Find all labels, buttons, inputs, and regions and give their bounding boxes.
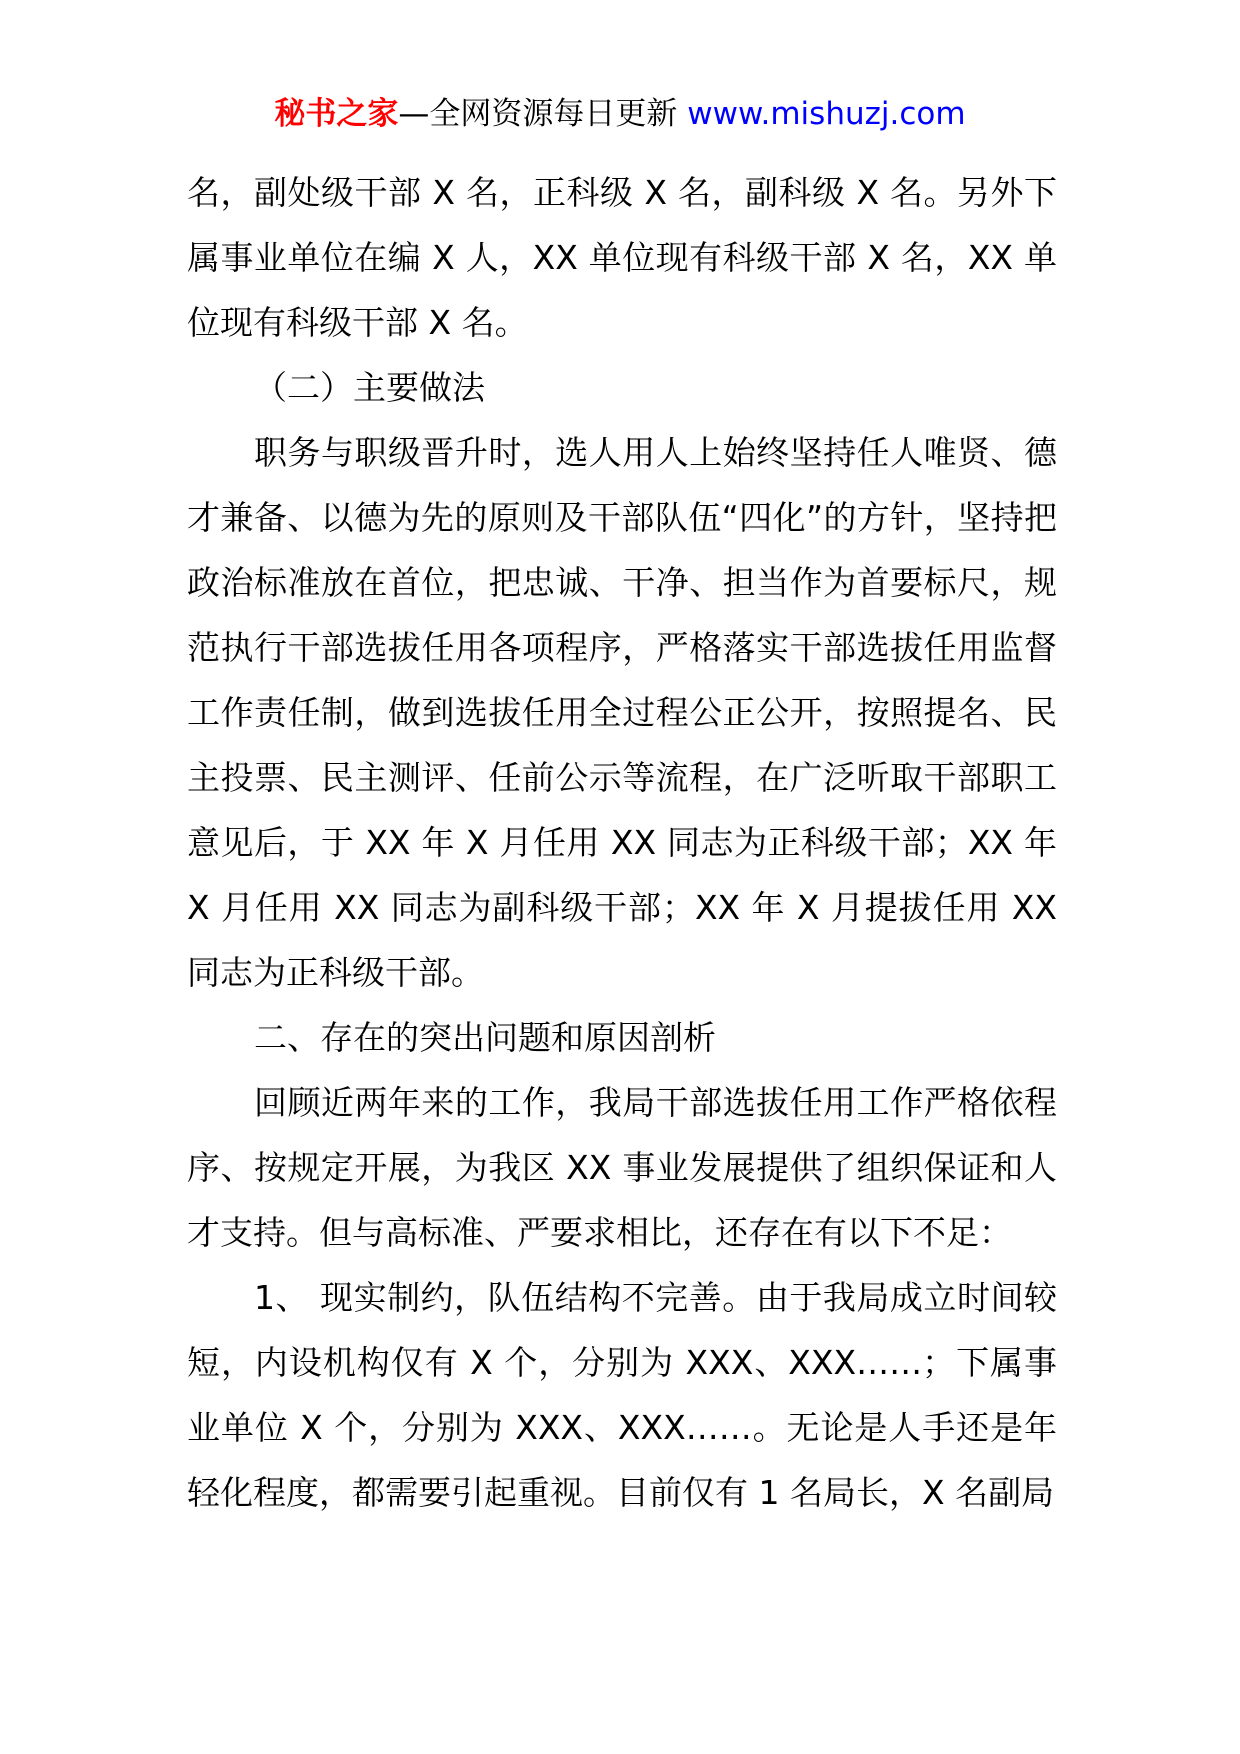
section-heading-main-practices: （二）主要做法 bbox=[254, 368, 485, 407]
header-tagline: —全网资源每日更新 bbox=[398, 96, 688, 132]
document-body bbox=[187, 160, 1057, 1525]
page-header bbox=[0, 92, 1240, 136]
paragraph-item-1: 1、 现实制约，队伍结构不完善。由于我局成立时间较短，内设机构仅有 X 个，分别为 XXX、XXX……；下属事业单位 X 个，分别为 XXX、XXX……。无论是人手还是年轻化程度，都需要引起重视。目前仅有 1 名局长，X 名副局 bbox=[187, 1278, 1057, 1512]
paragraph-staff-count: 名，副处级干部 X 名，正科级 X 名，副科级 X 名。另外下属事业单位在编 X 人，XX 单位现有科级干部 X 名，XX 单位现有科级干部 X 名。 bbox=[187, 173, 1057, 342]
header-brand: 秘书之家 bbox=[274, 96, 399, 132]
paragraph-practices: 职务与职级晋升时，选人用人上始终坚持任人唯贤、德才兼备、以德为先的原则及干部队伍“四化”的方针，坚持把政治标准放在首位，把忠诚、干净、担当作为首要标尺，规范执行干部选拔任用各项程序，严格落实干部选拔任用监督工作责任制，做到选拔任用全过程公正公开，按照提名、民主投票、民主测评、任前公示等流程，在广泛听取干部职工意见后，于 XX 年 X 月任用 XX 同志为正科级干部；XX 年 X 月任用 XX 同志为副科级干部；XX 年 X 月提拔任用 XX 同志为正科级干部。 bbox=[187, 433, 1057, 992]
header-url-link[interactable]: www.mishuzj.com bbox=[687, 96, 966, 132]
section-heading-problems: 二、存在的突出问题和原因剖析 bbox=[254, 1018, 716, 1057]
paragraph-review: 回顾近两年来的工作，我局干部选拔任用工作严格依程序、按规定开展，为我区 XX 事业发展提供了组织保证和人才支持。但与高标准、严要求相比，还存在有以下不足： bbox=[187, 1083, 1057, 1252]
